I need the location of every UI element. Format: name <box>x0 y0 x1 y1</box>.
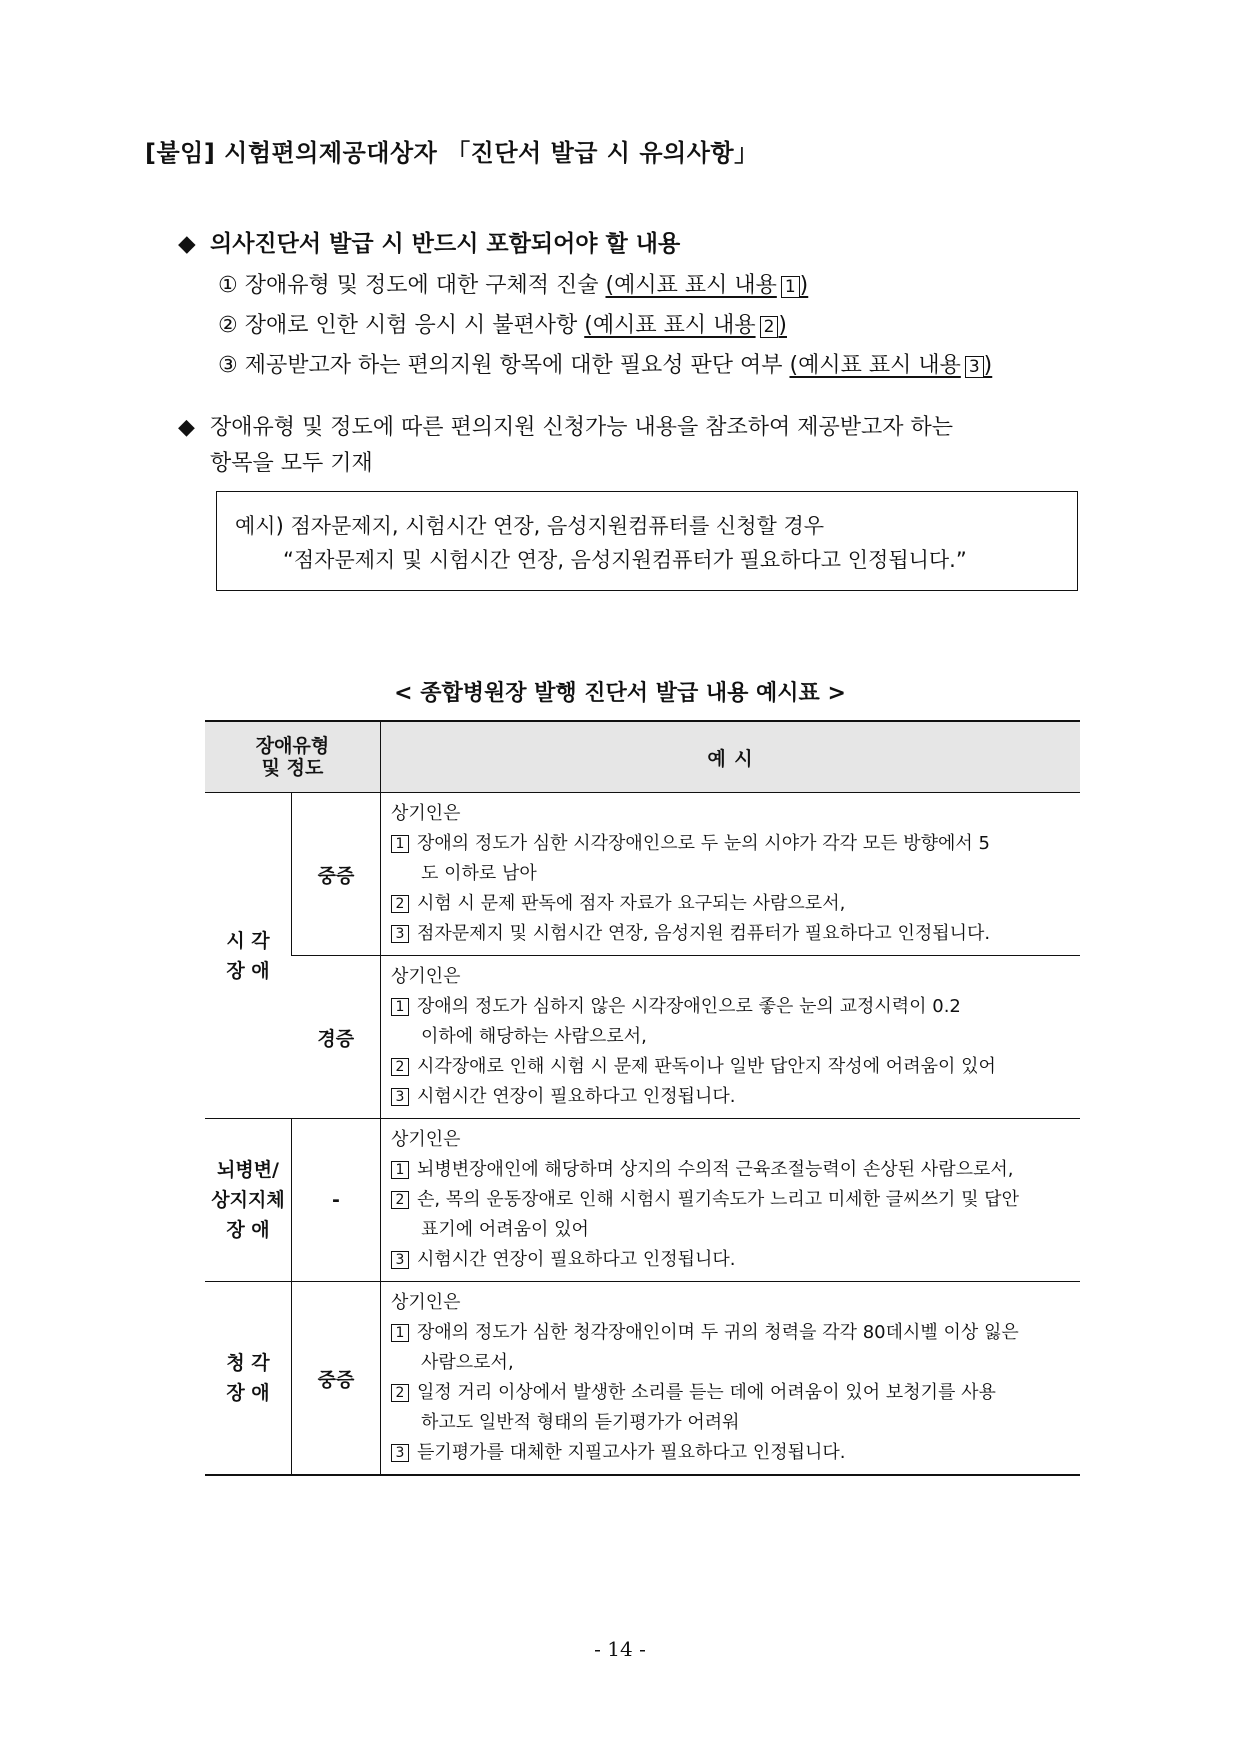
diamond-bullet-icon: ◆ <box>178 415 195 440</box>
diagnosis-example-table <box>205 720 1080 1476</box>
boxed-number: 3 <box>965 356 984 378</box>
requirement-item-3 <box>218 348 992 379</box>
boxed-number: 3 <box>391 925 409 943</box>
boxed-number: 1 <box>781 276 800 298</box>
boxed-number: 2 <box>760 316 779 338</box>
severity-none: - <box>292 1119 381 1282</box>
description-visual-mild: 상기인은 1 장애의 정도가 심하지 않은 시각장애인으로 좋은 눈의 교정시력이 0.2 이하에 해당하는 사람으로서, 2 시각장애로 인해 시험 시 문제 판독이나 일반 답안지 작성에 어려움이 있어 3 시험시간 연장이 필요하다고 인정됩니다. <box>381 956 1081 1119</box>
item-marker: ② <box>218 313 238 338</box>
diamond-bullet-icon: ◆ <box>178 231 196 257</box>
section1-heading <box>178 225 680 258</box>
category-hearing: 청 각 장 애 <box>205 1282 292 1476</box>
item-text: 장애유형 및 정도에 대한 구체적 진술 <box>244 273 599 298</box>
item-reference: (예시표 표시 내용 1 ) <box>605 273 809 298</box>
header-example: 예 시 <box>381 721 1081 793</box>
requirement-item-2 <box>218 308 787 339</box>
boxed-number: 1 <box>391 835 409 853</box>
example-box <box>216 491 1078 591</box>
example-line1: 예시) 점자문제지, 시험시간 연장, 음성지원컴퓨터를 신청할 경우 <box>235 514 825 538</box>
description-brain-limb: 상기인은 1 뇌병변장애인에 해당하며 상지의 수의적 근육조절능력이 손상된 사람으로서, 2 손, 목의 운동장애로 인해 시험시 필기속도가 느리고 미세한 글씨쓰기 및 답안 표기에 어려움이 있어 3 시험시간 연장이 필요하다고 인정됩니다. <box>381 1119 1081 1282</box>
boxed-number: 3 <box>391 1251 409 1269</box>
boxed-number: 2 <box>391 1058 409 1076</box>
severity-mild: 경증 <box>292 956 381 1119</box>
category-brain-limb: 뇌병변/ 상지지체 장 애 <box>205 1119 292 1282</box>
item-reference: (예시표 표시 내용 3 ) <box>789 353 993 378</box>
boxed-number: 3 <box>391 1088 409 1106</box>
category-visual: 시 각 장 애 <box>205 793 292 1119</box>
boxed-number: 1 <box>391 1161 409 1179</box>
item-reference: (예시표 표시 내용 2 ) <box>584 313 787 338</box>
page-number: - 14 - <box>594 1637 646 1661</box>
boxed-number: 2 <box>391 895 409 913</box>
severity-severe: 중증 <box>292 1282 381 1476</box>
boxed-number: 1 <box>391 1324 409 1342</box>
page-heading: [붙임] 시험편의제공대상자 「진단서 발급 시 유의사항」 <box>145 139 759 167</box>
section2-paragraph <box>178 410 1098 482</box>
boxed-number: 1 <box>391 998 409 1016</box>
item-marker: ③ <box>218 353 238 378</box>
section2-line1: 장애유형 및 정도에 따른 편의지원 신청가능 내용을 참조하여 제공받고자 하는 <box>210 415 954 440</box>
section1-title: 의사진단서 발급 시 반드시 포함되어야 할 내용 <box>210 231 681 257</box>
section2-line2: 항목을 모두 기재 <box>210 451 373 476</box>
boxed-number: 2 <box>391 1384 409 1402</box>
item-text: 장애로 인한 시험 응시 시 불편사항 <box>244 313 578 338</box>
item-marker: ① <box>218 273 238 298</box>
description-hearing: 상기인은 1 장애의 정도가 심한 청각장애인이며 두 귀의 청력을 각각 80데시벨 이상 잃은 사람으로서, 2 일정 거리 이상에서 발생한 소리를 듣는 데에 어려움이 있어 보청기를 사용 하고도 일반적 형태의 듣기평가가 어려워 3 듣기평가를 대체한 지필고사가 필요하다고 인정됩니다. <box>381 1282 1081 1476</box>
header-disability-type: 장애유형 및 정도 <box>205 721 381 793</box>
boxed-number: 3 <box>391 1444 409 1462</box>
severity-severe: 중증 <box>292 793 381 956</box>
example-line2: “점자문제지 및 시험시간 연장, 음성지원컴퓨터가 필요하다고 인정됩니다.” <box>283 548 967 572</box>
requirement-item-1 <box>218 268 808 299</box>
table-title: < 종합병원장 발행 진단서 발급 내용 예시표 > <box>394 681 846 706</box>
boxed-number: 2 <box>391 1191 409 1209</box>
item-text: 제공받고자 하는 편의지원 항목에 대한 필요성 판단 여부 <box>244 353 783 378</box>
description-visual-severe: 상기인은 1 장애의 정도가 심한 시각장애인으로 두 눈의 시야가 각각 모든 방향에서 5 도 이하로 남아 2 시험 시 문제 판독에 점자 자료가 요구되는 사람으로서, 3 점자문제지 및 시험시간 연장, 음성지원 컴퓨터가 필요하다고 인정됩니다. <box>381 793 1081 956</box>
